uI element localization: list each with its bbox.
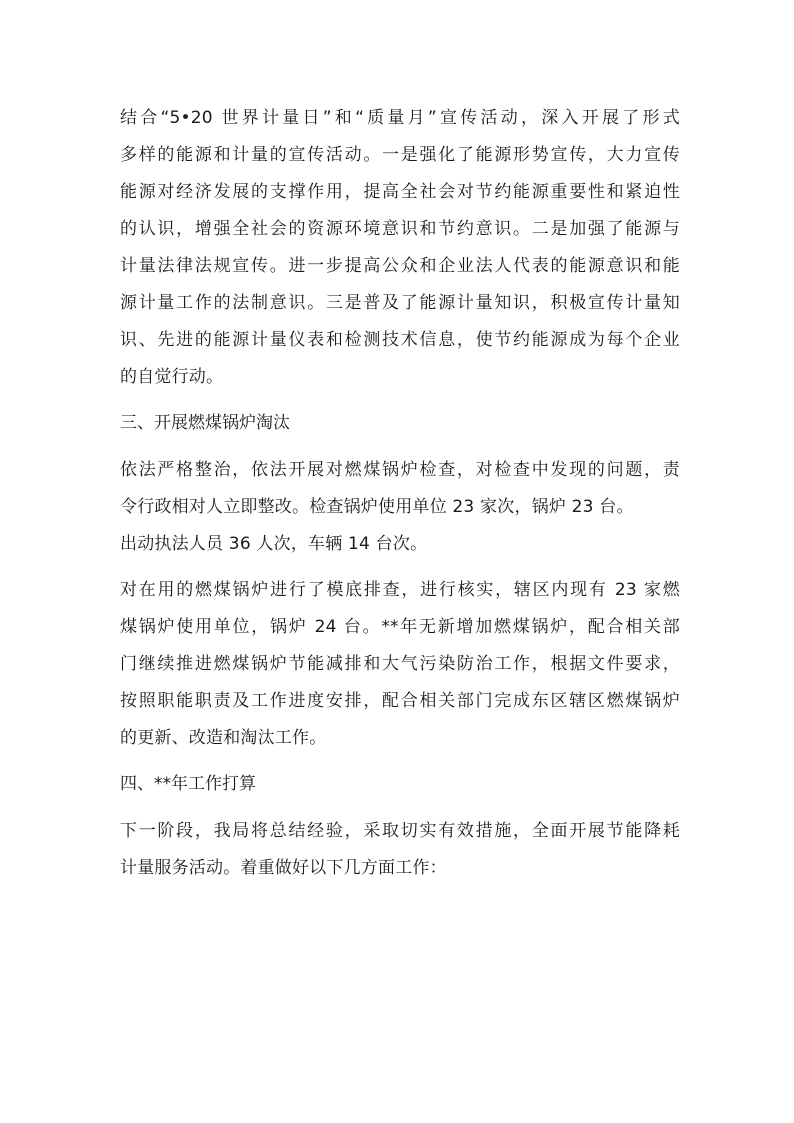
- paragraph-next-stage: [120, 813, 680, 887]
- text-line: 对在用的燃煤锅炉进行了模底排查，进行核实，辖区内现有 23 家燃: [120, 580, 680, 600]
- text-line: 的更新、改造和淘汰工作。: [120, 728, 327, 748]
- text-line: 煤锅炉使用单位，锅炉 24 台。**年无新增加燃煤锅炉，配合相关部: [120, 617, 680, 637]
- text-line: 的认识，增强全社会的资源环境意识和节约意识。二是加强了能源与: [120, 219, 680, 239]
- text-line: 下一阶段，我局将总结经验，采取切实有效措施，全面开展节能降耗: [120, 821, 680, 841]
- text-line: 计量服务活动。着重做好以下几方面工作：: [120, 858, 447, 878]
- text-line: 出动执法人员 36 人次，车辆 14 台次。: [120, 534, 428, 554]
- text-line: 多样的能源和计量的宣传活动。一是强化了能源形势宣传，大力宣传: [120, 145, 680, 165]
- text-line: 令行政相对人立即整改。检查锅炉使用单位 23 家次，锅炉 23 台。: [120, 497, 634, 517]
- text-line: 识、先进的能源计量仪表和检测技术信息，使节约能源成为每个企业: [120, 330, 680, 350]
- section-heading-boiler: 三、开展燃煤锅炉淘汰: [120, 413, 290, 433]
- text-line: 能源对经济发展的支撑作用，提高全社会对节约能源重要性和紧迫性: [120, 182, 680, 202]
- text-line: 的自觉行动。: [120, 367, 224, 387]
- text-line: 计量法律法规宣传。进一步提高公众和企业法人代表的能源意识和能: [120, 256, 680, 276]
- section-heading-work-plan: 四、**年工作打算: [120, 774, 256, 794]
- text-line: 结合“5•20 世界计量日”和“质量月”宣传活动，深入开展了形式: [120, 108, 680, 128]
- paragraph-boiler-survey: [120, 572, 680, 757]
- text-line: 门继续推进燃煤锅炉节能减排和大气污染防治工作，根据文件要求，: [120, 654, 680, 674]
- text-line: 源计量工作的法制意识。三是普及了能源计量知识，积极宣传计量知: [120, 293, 680, 313]
- text-line: 按照职能职责及工作进度安排，配合相关部门完成东区辖区燃煤锅炉: [120, 691, 680, 711]
- document-page: [120, 100, 680, 896]
- paragraph-publicity: [120, 100, 680, 396]
- text-line: 依法严格整治，依法开展对燃煤锅炉检查，对检查中发现的问题，责: [120, 460, 680, 480]
- paragraph-inspection: [120, 452, 680, 563]
